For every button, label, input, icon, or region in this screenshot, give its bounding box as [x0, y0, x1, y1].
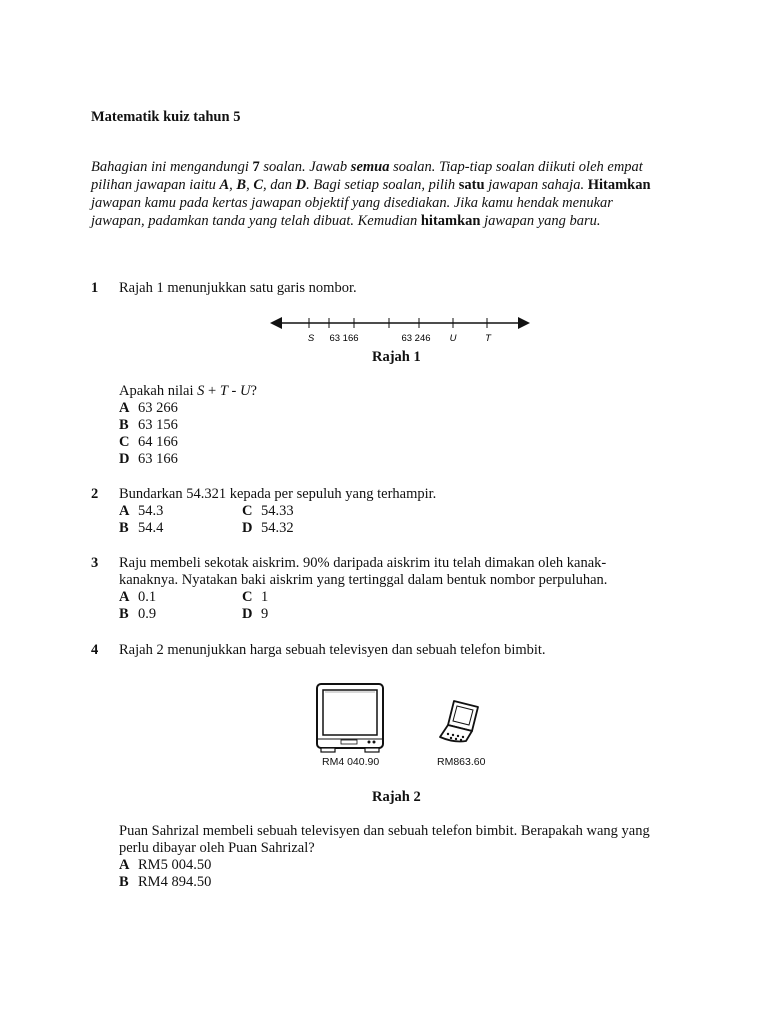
- question-number: 3: [91, 555, 99, 571]
- question-text: perlu dibayar oleh Puan Sahrizal?: [119, 840, 315, 856]
- option-value: 64 166: [138, 434, 178, 450]
- answer-option[interactable]: [119, 857, 211, 874]
- prompt-text: ?: [250, 383, 257, 399]
- intro-text: jawapan sahaja.: [484, 177, 588, 193]
- intro-emphasis: hitamkan: [420, 213, 481, 229]
- intro-count: 7: [252, 159, 260, 175]
- mobile-phone-icon: [434, 697, 484, 747]
- option-letter: B: [119, 606, 129, 622]
- question-number: 2: [91, 486, 99, 502]
- option-letter: B: [119, 874, 129, 890]
- intro-emphasis: satu: [458, 177, 485, 193]
- label-63246: 63 246: [401, 333, 431, 344]
- question-text: Rajah 1 menunjukkan satu garis nombor.: [119, 280, 357, 296]
- answer-option[interactable]: [119, 451, 178, 468]
- answer-option[interactable]: [119, 606, 156, 623]
- prompt-text: Apakah nilai: [119, 383, 198, 399]
- question-text: Puan Sahrizal membeli sebuah televisyen dan sebuah telefon bimbit. Berapakah wang yang: [119, 823, 650, 839]
- intro-text: jawapan kamu pada kertas jawapan objektif yang disediakan. Jika kamu hendak menukar: [91, 195, 613, 211]
- option-value: 54.4: [138, 520, 164, 536]
- option-value: 63 156: [138, 417, 178, 433]
- var-t: T: [219, 383, 228, 399]
- answer-option[interactable]: [119, 520, 163, 537]
- label-63166: 63 166: [329, 333, 359, 344]
- option-value: 54.32: [261, 520, 294, 536]
- option-letter: D: [119, 451, 130, 467]
- answer-option[interactable]: [242, 520, 294, 537]
- figure-label: Rajah 1: [372, 349, 421, 365]
- tv-price: RM4 040.90: [322, 756, 380, 768]
- intro-text: ,: [246, 177, 254, 193]
- option-letter: A: [119, 589, 130, 605]
- option-letter: B: [119, 417, 129, 433]
- intro-text: jawapan yang baru.: [480, 213, 601, 229]
- question-prompt: [119, 383, 257, 400]
- operator: -: [227, 383, 240, 399]
- option-letter: D: [242, 606, 253, 622]
- option-value: 0.9: [138, 606, 157, 622]
- intro-text: , dan: [263, 177, 296, 193]
- option-value: RM5 004.50: [138, 857, 212, 873]
- answer-option[interactable]: [119, 400, 178, 417]
- television-icon: [314, 681, 386, 755]
- intro-text: jawapan, padamkan tanda yang telah dibuat. Kemudian: [91, 213, 421, 229]
- option-letter: C: [242, 589, 253, 605]
- option-letter: A: [119, 503, 130, 519]
- answer-option[interactable]: [242, 589, 268, 606]
- answer-option[interactable]: [119, 417, 178, 434]
- intro-text: Bahagian ini mengandungi: [91, 159, 253, 175]
- intro-text: . Bagi setiap soalan, pilih: [306, 177, 459, 193]
- option-letter: D: [242, 520, 253, 536]
- instructions: [91, 158, 691, 230]
- option-value: 0.1: [138, 589, 157, 605]
- phone-price: RM863.60: [437, 756, 486, 768]
- intro-emphasis: semua: [350, 159, 390, 175]
- operator: +: [204, 383, 220, 399]
- option-value: 54.3: [138, 503, 164, 519]
- label-t: T: [485, 333, 491, 344]
- question-number: 4: [91, 642, 99, 658]
- option-letter: A: [119, 857, 130, 873]
- intro-text: pilihan jawapan iaitu: [91, 177, 220, 193]
- var-s: S: [197, 383, 205, 399]
- intro-letter: A: [219, 177, 230, 193]
- intro-letter: C: [253, 177, 264, 193]
- intro-text: soalan. Jawab: [259, 159, 351, 175]
- answer-option[interactable]: [119, 874, 211, 891]
- right-arrow-icon: [518, 317, 530, 329]
- figure-label: Rajah 2: [372, 789, 421, 805]
- page-title: Matematik kuiz tahun 5: [91, 109, 241, 125]
- option-letter: C: [242, 503, 253, 519]
- option-letter: A: [119, 400, 130, 416]
- option-value: 1: [261, 589, 269, 605]
- label-s: S: [307, 333, 315, 344]
- answer-option[interactable]: [242, 503, 294, 520]
- option-letter: B: [119, 520, 129, 536]
- option-letter: C: [119, 434, 130, 450]
- var-u: U: [239, 383, 251, 399]
- intro-letter: B: [236, 177, 247, 193]
- question-text: Bundarkan 54.321 kepada per sepuluh yang terhampir.: [119, 486, 437, 502]
- intro-text: soalan. Tiap-tiap soalan diikuti oleh empat: [389, 159, 643, 175]
- option-value: 63 266: [138, 400, 178, 416]
- answer-option[interactable]: [119, 589, 156, 606]
- option-value: 54.33: [261, 503, 294, 519]
- intro-letter: D: [295, 177, 307, 193]
- intro-emphasis: Hitamkan: [587, 177, 651, 193]
- answer-option[interactable]: [119, 503, 163, 520]
- question-number: 1: [91, 280, 99, 296]
- question-text: Raju membeli sekotak aiskrim. 90% daripada aiskrim itu telah dimakan oleh kanak-: [119, 555, 607, 571]
- answer-option[interactable]: [242, 606, 268, 623]
- left-arrow-icon: [270, 317, 282, 329]
- intro-text: ,: [229, 177, 237, 193]
- option-value: 63 166: [138, 451, 178, 467]
- option-value: 9: [261, 606, 269, 622]
- option-value: RM4 894.50: [138, 874, 212, 890]
- number-line: [268, 312, 532, 346]
- answer-option[interactable]: [119, 434, 178, 451]
- label-u: U: [449, 333, 457, 344]
- question-text: Rajah 2 menunjukkan harga sebuah televisyen dan sebuah telefon bimbit.: [119, 642, 546, 658]
- question-text: kanaknya. Nyatakan baki aiskrim yang tertinggal dalam bentuk nombor perpuluhan.: [119, 572, 608, 588]
